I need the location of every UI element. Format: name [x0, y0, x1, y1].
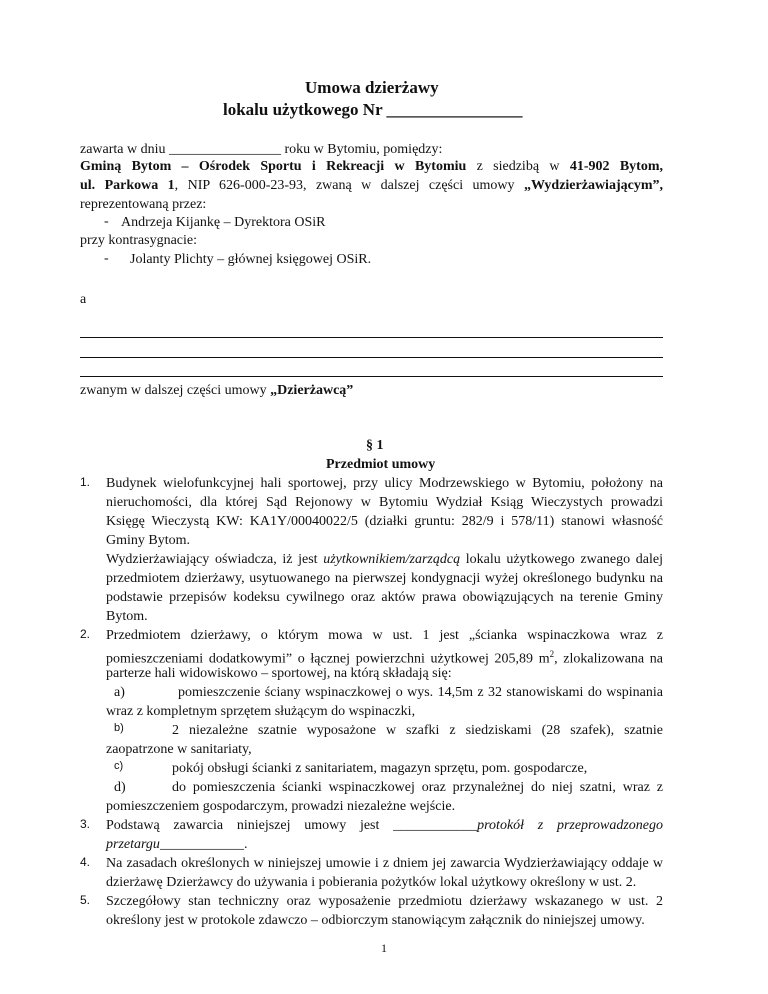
- p2-l2-sup: 2: [549, 649, 555, 659]
- countersign-label: przy kontrasygnacie:: [80, 233, 198, 248]
- tenant-term: „Dzierżawcą”: [270, 383, 354, 398]
- counter-dash: -: [104, 251, 109, 266]
- intro-line-2: [80, 157, 663, 176]
- p1-line-8: Bytom.: [106, 609, 148, 624]
- p2-number: 2.: [80, 627, 91, 641]
- title-line-2: lokalu użytkowego Nr ________________: [223, 100, 523, 119]
- p2-c-label: c): [114, 760, 124, 772]
- p2-b-line-2: zaopatrzone w sanitariaty,: [106, 742, 252, 757]
- p3-line-1: [106, 816, 663, 835]
- p5-number: 5.: [80, 893, 91, 907]
- p2-a-line-2: wraz z kompletnym sprzętem służącym do wspinaczki,: [106, 704, 416, 719]
- intro-line-3: [80, 176, 663, 195]
- p5-line-1: Szczegółowy stan techniczny oraz wyposażenie przedmiotu dzierżawy wskazanego w ust. 2: [106, 894, 663, 909]
- p1-number: 1.: [80, 475, 91, 489]
- p2-line-1: Przedmiotem dzierżawy, o którym mowa w ust. 1 jest „ścianka wspinaczkowa wraz z: [106, 628, 663, 643]
- p1-line-5: [106, 550, 663, 569]
- p1-line-4: Gminy Bytom.: [106, 533, 191, 548]
- p2-b-line-1: 2 niezależne szatnie wyposażone w szafki z siedziskami (28 szafek), szatnie: [172, 723, 663, 738]
- p2-d-line-1: do pomieszczenia ścianki wspinaczkowej oraz przynależnej do niej szatni, wraz z: [172, 780, 663, 795]
- p2-b-label: b): [114, 722, 124, 734]
- representative: Andrzeja Kijankę – Dyrektora OSiR: [121, 215, 326, 230]
- section-heading: Przedmiot umowy: [326, 457, 436, 472]
- section-number: § 1: [366, 438, 384, 453]
- tenant-fill-line-2: [80, 357, 663, 358]
- p2-c-line-1: pokój obsługi ścianki z sanitariatem, magazyn sprzętu, pom. gospodarcze,: [172, 761, 588, 776]
- lessor-term: „Wydzierżawiającym”,: [523, 178, 663, 193]
- intro-line-1: zawarta w dniu ________________ roku w Bytomiu, pomiędzy:: [80, 142, 443, 157]
- tenant-fill-line-3: [80, 376, 663, 377]
- p2-line-3: parterze hali widowiskowo – sportowej, na którą składają się:: [106, 666, 452, 681]
- p4-number: 4.: [80, 855, 91, 869]
- tenant-definition: [80, 381, 353, 400]
- p2-a-label: a): [114, 685, 125, 700]
- tenant-pre: zwanym w dalszej części umowy: [80, 383, 271, 398]
- p2-l2-b: , zlokalizowana na: [554, 651, 664, 667]
- p1-line-2: nieruchomości, dla której Sąd Rejonowy w Bytomiu Wydział Ksiąg Wieczystych prowadzi: [106, 495, 663, 510]
- party-name: Gminą Bytom – Ośrodek Sportu i Rekreacji w Bytomiu: [80, 159, 467, 174]
- p2-l2-a: pomieszczeniami dodatkowymi” o łącznej powierzchni użytkowej 205,89 m: [106, 651, 550, 667]
- p2-d-label: d): [114, 780, 126, 795]
- p1-l5-b: lokalu użytkowego zwanego dalej: [460, 552, 663, 567]
- p1-line-3: Księgę Wieczystą KW: KA1Y/00040022/5 (działki gruntu: 282/9 i 578/11) stanowi własność: [106, 514, 663, 529]
- p1-line-1: Budynek wielofunkcyjnej hali sportowej, przy ulicy Modrzewskiego w Bytomiu, położony na: [106, 476, 663, 491]
- p4-line-1: Na zasadach określonych w niniejszej umowie i z dniem jej zawarcia Wydzierżawiający oddaje w: [106, 856, 663, 871]
- party-postcode: 41-902 Bytom,: [569, 159, 663, 174]
- p2-a-line-1: pomieszczenie ściany wspinaczkowej o wys. 14,5m z 32 stanowiskami do wspinania: [178, 685, 663, 700]
- p3-l1-a: Podstawą zawarcia niniejszej umowy jest ____________: [106, 818, 478, 833]
- p1-line-6: przedmiotem dzierżawy, usytuowanego na pierwszej kondygnacji wyżej określonego budynku na: [106, 571, 663, 586]
- p3-l1-italic: protokół z przeprowadzonego: [477, 818, 663, 833]
- rep-dash: -: [104, 214, 109, 229]
- p4-line-2: dzierżawę Dzierżawcy do używania i pobierania pożytków lokal użytkowy określony w ust. 2.: [106, 875, 637, 890]
- p3-l2-b: ____________.: [159, 837, 248, 852]
- countersigner: Jolanty Plichty – głównej księgowej OSiR.: [130, 252, 372, 267]
- p1-l5-italic: użytkownikiem/zarządcą: [323, 552, 461, 567]
- represented-by: reprezentowaną przez:: [80, 197, 207, 212]
- p3-number: 3.: [80, 817, 91, 831]
- nip-text: , NIP 626-000-23-93, zwaną w dalszej części umowy: [174, 178, 524, 193]
- p3-line-2: [106, 835, 247, 854]
- p1-l5-a: Wydzierżawiający oświadcza, iż jest: [106, 552, 324, 567]
- party-street: ul. Parkowa 1: [80, 178, 175, 193]
- page-number: 1: [381, 941, 387, 955]
- title-line-1: Umowa dzierżawy: [305, 78, 439, 97]
- conjunction-a: a: [80, 292, 87, 307]
- p2-d-line-2: pomieszczeniem gospodarczym, prowadzi niezależne wejście.: [106, 799, 456, 814]
- seat-text: z siedzibą w: [466, 159, 570, 174]
- p3-l2-italic: przetargu: [106, 837, 160, 852]
- tenant-fill-line-1: [80, 337, 663, 338]
- p1-line-7: podstawie przepisów kodeksu cywilnego oraz aktów prawa obowiązujących na terenie Gminy: [106, 590, 663, 605]
- p5-line-2: określony jest w protokole zdawczo – odbiorczym stanowiącym załącznik do niniejszej umowy.: [106, 913, 645, 928]
